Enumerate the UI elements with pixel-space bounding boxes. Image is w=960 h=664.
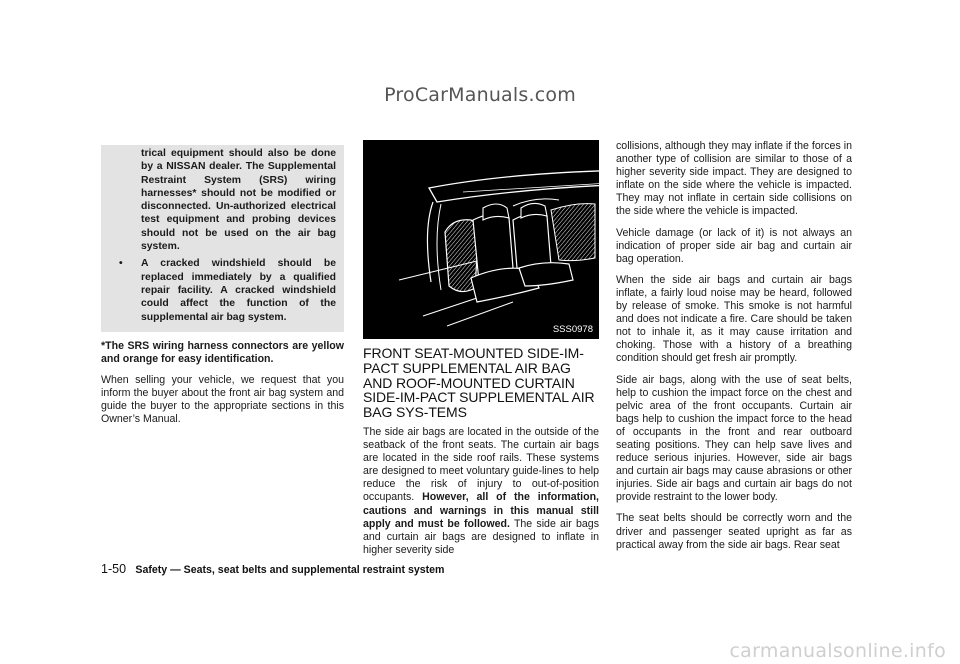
paragraph-inflate-noise: When the side air bags and curtain air bags inflate, a fairly loud noise may be heard, followed by release of smoke. This smoke is not harmful and does not indicate a fire. Care should be taken not to inhale it, as it may cause irritation and choking. Those with a history of a breathing condition should get fresh air promptly. [616, 273, 852, 365]
side-airbag-figure [363, 140, 599, 339]
para-text-end: The side air bags and curtain air bags are designed to inflate in higher severity side [363, 517, 599, 556]
seat-illustration [363, 140, 599, 339]
watermark-top: ProCarManuals.com [384, 84, 576, 106]
footer-title: Safety — Seats, seat belts and supplemental restraint system [135, 564, 445, 576]
bullet-text: A cracked windshield should be replaced immediately by a qualified repair facility. A cracked windshield could affect the function of the supplemental air bag system. [141, 258, 336, 323]
watermark-bottom: carmanualsonline.info [729, 640, 946, 662]
bullet-dot: • [119, 258, 123, 270]
para-text: The side air bags are located in the outside of the seatback of the front seats. The curtain air bags are located in the side roof rails. These systems are designed to meet voluntary guide-lines to help reduce the risk of injury to out-of-position occupants. [363, 425, 599, 504]
side-airbag-location-paragraph [363, 426, 599, 557]
paragraph-collisions: collisions, although they may inflate if the forces in another type of collision are similar to those of a higher severity side impact. They are designed to inflate on the side where the vehicle is impacted. They may not inflate in certain side collisions on the side where the vehicle is impacted. [616, 140, 852, 218]
left-column [101, 145, 344, 434]
warning-box [101, 145, 344, 332]
right-column [616, 140, 852, 560]
section-heading: FRONT SEAT-MOUNTED SIDE-IM-PACT SUPPLEMENTAL AIR BAG AND ROOF-MOUNTED CURTAIN SIDE-IM-PACT SUPPLEMENTAL AIR BAG SYS-TEMS [363, 345, 595, 421]
para-bold-text: However, all of the information, cautions and warnings in this manual still apply and must be followed. [363, 491, 599, 530]
srs-connector-note: *The SRS wiring harness connectors are yellow and orange for easy identification. [101, 339, 344, 365]
selling-vehicle-paragraph: When selling your vehicle, we request that you inform the buyer about the front air bag system and guide the buyer to the appropriate sections in this Owner’s Manual. [101, 374, 344, 426]
figure-code: SSS0978 [552, 323, 593, 335]
paragraph-cushion: Side air bags, along with the use of seat belts, help to cushion the impact force on the chest and pelvic area of the front occupants. Curtain air bags help to cushion the impact force to the head of occupants in the front and rear outboard seating positions. They can help save lives and reduce serious injuries. However, side air bags and curtain air bags may cause abrasions or other injuries. Side air bags and curtain air bags do not provide restraint to the lower body. [616, 373, 852, 504]
warning-bullet-item [109, 257, 336, 323]
page-footer [101, 562, 444, 576]
middle-column [363, 140, 599, 565]
page-number: 1-50 [101, 562, 127, 576]
paragraph-vehicle-damage: Vehicle damage (or lack of it) is not always an indication of proper side air bag and curtain air bag operation. [616, 226, 852, 265]
warning-continuation: trical equipment should also be done by a NISSAN dealer. The Supplemental Restraint System (SRS) wiring harnesses* should not be modified or disconnected. Un-authorized electrical test equipment and probing devices should not be used on the air bag system. [141, 148, 336, 253]
paragraph-seat-belts: The seat belts should be correctly worn and the driver and passenger seated upright as far as practical away from the side air bags. Rear seat [616, 512, 852, 551]
